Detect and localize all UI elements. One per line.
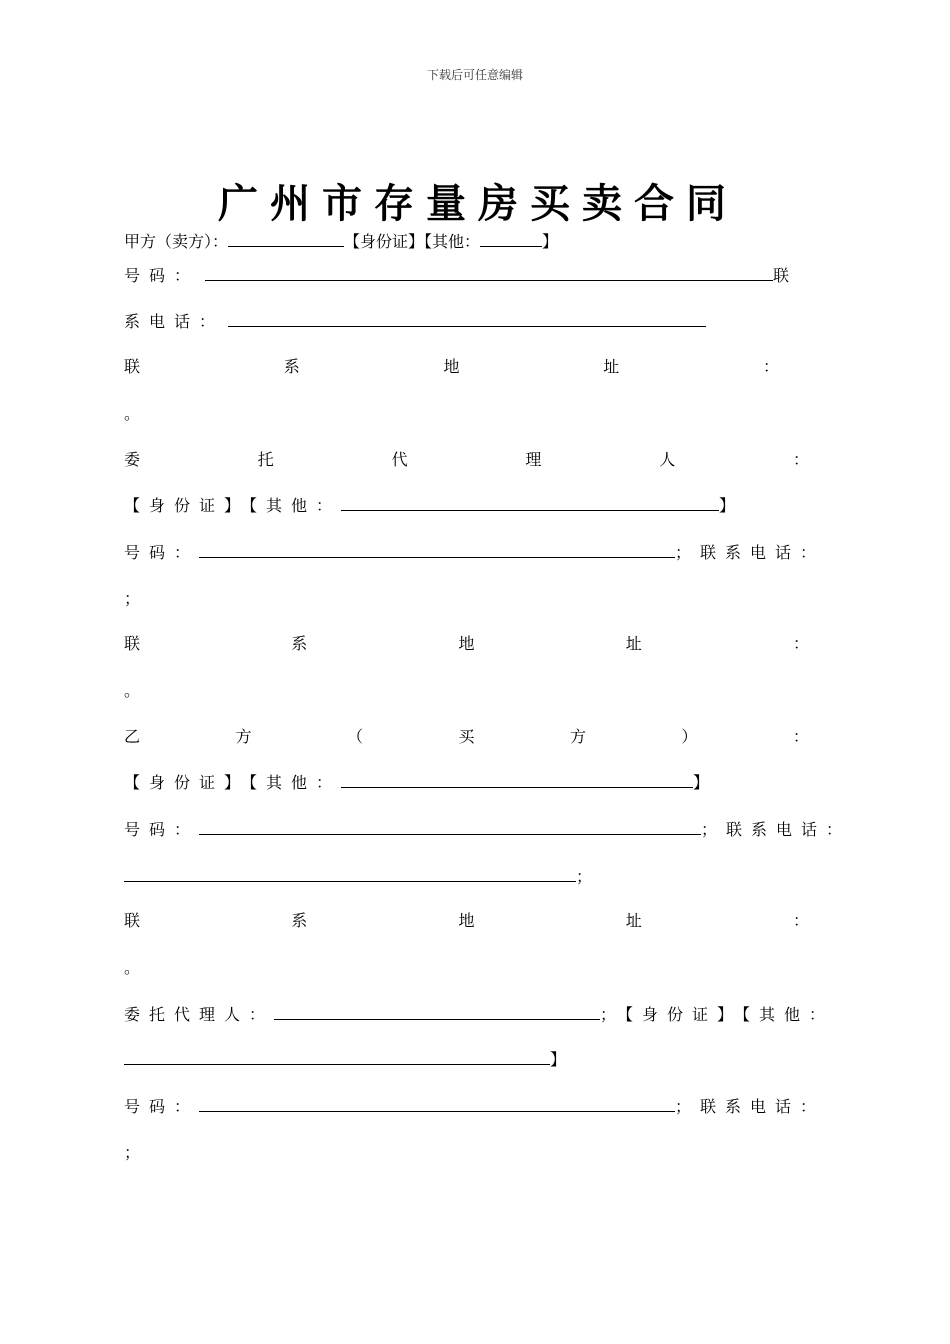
buyer-agent-number-label: 号码：	[124, 1097, 200, 1116]
seller-phone-line	[124, 310, 706, 333]
buyer-address-period: 。	[124, 958, 141, 977]
seller-agent-number-label: 号码：	[124, 543, 200, 562]
buyer-agent-number-field[interactable]	[199, 1095, 675, 1112]
seller-phone-field[interactable]	[228, 310, 706, 327]
seller-line	[124, 230, 558, 253]
seller-agent-id-close: 】	[719, 496, 736, 515]
seller-address-period: 。	[124, 404, 141, 423]
buyer-semicolon: ；	[576, 867, 593, 886]
seller-agent-address-char: 联	[124, 634, 141, 653]
buyer-id-field[interactable]	[341, 771, 693, 788]
seller-phone-label: 系电话：	[124, 312, 225, 331]
buyer-agent-name-field[interactable]	[274, 1003, 600, 1020]
seller-address-char: ：	[762, 357, 779, 376]
buyer-number-field[interactable]	[199, 818, 701, 835]
buyer-number-line	[124, 818, 851, 841]
buyer-phone-label: ；联系电话：	[701, 820, 852, 839]
seller-agent-address-period: 。	[124, 681, 141, 700]
seller-agent-id-field[interactable]	[341, 494, 719, 511]
seller-address-char: 址	[603, 357, 620, 376]
buyer-agent-number-line	[124, 1095, 825, 1118]
seller-contact-tail: 联	[773, 266, 790, 285]
buyer-address-char: 址	[625, 911, 642, 930]
buyer-agent-id-line	[124, 1048, 566, 1071]
buyer-char: 方	[235, 727, 252, 746]
buyer-address-char: 地	[458, 911, 475, 930]
seller-agent-char: ：	[792, 450, 809, 469]
seller-address-char: 联	[124, 357, 141, 376]
buyer-phone-line	[124, 865, 592, 888]
buyer-number-label: 号码：	[124, 820, 200, 839]
page-header: 下载后可任意编辑	[426, 68, 523, 82]
buyer-agent-phone-label: ；联系电话：	[675, 1097, 826, 1116]
seller-agent-char: 托	[257, 450, 274, 469]
buyer-agent-semicolon: ；	[124, 1143, 141, 1162]
buyer-address-char: 系	[291, 911, 308, 930]
seller-agent-phone-label: ；联系电话：	[675, 543, 826, 562]
seller-name-field[interactable]	[228, 230, 344, 247]
buyer-id-close: 】	[693, 773, 710, 792]
seller-agent-row	[124, 449, 809, 471]
buyer-address-char: ：	[792, 911, 809, 930]
seller-address-char: 系	[283, 357, 300, 376]
seller-agent-id-label: 【身份证】【其他：	[124, 496, 342, 515]
seller-agent-id-line	[124, 494, 735, 517]
seller-id-close: 】	[542, 232, 559, 251]
buyer-phone-field[interactable]	[124, 865, 576, 882]
seller-agent-address-char: ：	[792, 634, 809, 653]
buyer-char: （	[346, 727, 363, 746]
seller-number-label: 号码：	[124, 266, 200, 285]
buyer-agent-id-close: 】	[550, 1050, 567, 1069]
buyer-row	[124, 726, 809, 748]
seller-id-other-field[interactable]	[480, 230, 542, 247]
seller-agent-address-char: 址	[625, 634, 642, 653]
buyer-agent-id-field[interactable]	[124, 1048, 550, 1065]
seller-agent-address-char: 地	[458, 634, 475, 653]
seller-number-line	[124, 264, 789, 287]
seller-agent-semicolon: ；	[124, 589, 141, 608]
seller-agent-number-field[interactable]	[199, 541, 675, 558]
buyer-char: ）	[681, 727, 698, 746]
seller-agent-char: 理	[525, 450, 542, 469]
seller-agent-address-row	[124, 633, 809, 655]
contract-title: 广州市存量房买卖合同	[218, 181, 738, 227]
buyer-agent-id-label: ；【身份证】【其他：	[600, 1005, 835, 1024]
seller-id-bracket: 【身份证】【其他：	[344, 232, 481, 251]
buyer-char: 乙	[124, 727, 141, 746]
seller-agent-address-char: 系	[291, 634, 308, 653]
buyer-char: ：	[792, 727, 809, 746]
buyer-char: 方	[569, 727, 586, 746]
seller-agent-char: 人	[659, 450, 676, 469]
buyer-agent-label: 委托代理人：	[124, 1005, 275, 1024]
buyer-char: 买	[458, 727, 475, 746]
seller-number-field[interactable]	[205, 264, 773, 281]
buyer-id-line	[124, 771, 709, 794]
buyer-agent-line	[124, 1003, 834, 1026]
seller-agent-number-line	[124, 541, 825, 564]
buyer-address-row	[124, 910, 809, 932]
seller-address-row	[124, 356, 779, 378]
buyer-address-char: 联	[124, 911, 141, 930]
buyer-id-label: 【身份证】【其他：	[124, 773, 342, 792]
seller-agent-char: 委	[124, 450, 141, 469]
seller-address-char: 地	[443, 357, 460, 376]
seller-label: 甲方（卖方）：	[124, 232, 229, 251]
seller-agent-char: 代	[391, 450, 408, 469]
